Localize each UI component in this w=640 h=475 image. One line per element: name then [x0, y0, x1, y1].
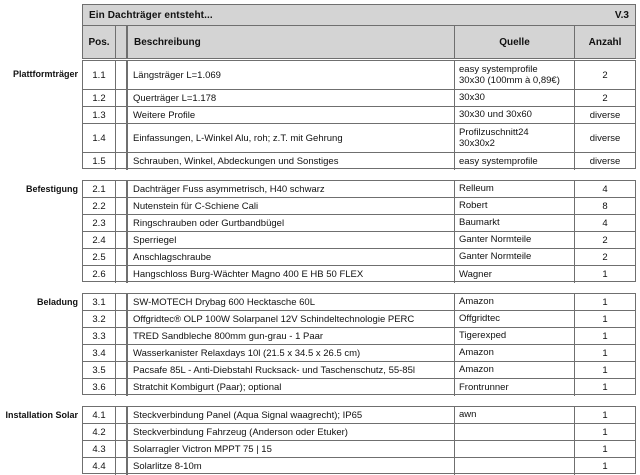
- cell-description: Hangschloss Burg-Wächter Magno 400 E HB 50 FLEX: [127, 266, 454, 283]
- table-row[interactable]: [83, 266, 635, 283]
- table-row[interactable]: [83, 328, 635, 345]
- cell-spacer: [115, 181, 127, 197]
- cell-position: 2.4: [92, 234, 106, 246]
- table-row[interactable]: [83, 294, 635, 311]
- cell-source: easy systemprofile: [454, 153, 574, 170]
- cell-spacer: [115, 124, 127, 152]
- cell-position: 3.3: [92, 330, 106, 342]
- cell-spacer: [115, 107, 127, 123]
- cell-spacer: [115, 311, 127, 327]
- cell-description: Schrauben, Winkel, Abdeckungen und Sonstiges: [127, 153, 454, 170]
- cell-quantity: 1: [574, 362, 635, 378]
- cell-description: Solarragler Victron MPPT 75 | 15: [127, 441, 454, 457]
- cell-position: 4.2: [92, 426, 106, 438]
- column-header-spacer: [115, 26, 127, 58]
- cell-position: 3.4: [92, 347, 106, 359]
- table-row[interactable]: [83, 107, 635, 124]
- cell-position: 1.1: [92, 69, 106, 81]
- cell-source: Tigerexped: [454, 328, 574, 344]
- cell-source: Ganter Normteile: [454, 249, 574, 265]
- cell-description: Dachträger Fuss asymmetrisch, H40 schwarz: [127, 181, 454, 197]
- column-header-pos: Pos.: [88, 36, 110, 48]
- cell-spacer: [115, 379, 127, 396]
- cell-spacer: [115, 249, 127, 265]
- table-row[interactable]: [83, 441, 635, 458]
- cell-source-line-1: easy systemprofile: [459, 63, 538, 75]
- cell-source: Amazon: [454, 345, 574, 361]
- cell-source: awn: [454, 407, 574, 423]
- cell-position: 2.3: [92, 217, 106, 229]
- table-row[interactable]: [83, 311, 635, 328]
- cell-description: Sperriegel: [127, 232, 454, 248]
- table-section: [82, 60, 636, 169]
- cell-quantity: 2: [574, 90, 635, 106]
- cell-description: Weitere Profile: [127, 107, 454, 123]
- cell-description: Einfassungen, L-Winkel Alu, roh; z.T. mit Gehrung: [127, 124, 454, 152]
- table-section: [82, 180, 636, 282]
- section-label: Plattformträger: [12, 69, 78, 79]
- document-version: V.3: [614, 9, 629, 21]
- cell-position: 1.3: [92, 109, 106, 121]
- cell-quantity: 4: [574, 181, 635, 197]
- table-section: [82, 406, 636, 474]
- cell-description: Pacsafe 85L - Anti-Diebstahl Rucksack- und Taschenschutz, 55-85l: [127, 362, 454, 378]
- cell-spacer: [115, 407, 127, 423]
- cell-source: Frontrunner: [454, 379, 574, 396]
- section-label: Beladung: [36, 297, 78, 307]
- cell-description: Steckverbindung Fahrzeug (Anderson oder Etuker): [127, 424, 454, 440]
- table-row[interactable]: [83, 424, 635, 441]
- cell-spacer: [115, 61, 127, 89]
- cell-source: Baumarkt: [454, 215, 574, 231]
- cell-position: 1.5: [92, 156, 106, 167]
- cell-source: [454, 124, 574, 152]
- cell-quantity: 2: [574, 232, 635, 248]
- cell-position: 1.2: [92, 92, 106, 104]
- cell-description: Steckverbindung Panel (Aqua Signal waagrecht); IP65: [127, 407, 454, 423]
- table-row[interactable]: [83, 345, 635, 362]
- cell-description: Ringschrauben oder Gurtbandbügel: [127, 215, 454, 231]
- table-row[interactable]: [83, 61, 635, 90]
- table-row[interactable]: [83, 124, 635, 153]
- table-row[interactable]: [83, 458, 635, 475]
- document-title: Ein Dachträger entsteht...: [89, 9, 213, 21]
- cell-spacer: [115, 345, 127, 361]
- cell-description: TRED Sandbleche 800mm gun-grau - 1 Paar: [127, 328, 454, 344]
- cell-position: 3.2: [92, 313, 106, 325]
- cell-position: 4.3: [92, 443, 106, 455]
- cell-description: Längsträger L=1.069: [127, 61, 454, 89]
- cell-source: Wagner: [454, 266, 574, 283]
- cell-position: 3.5: [92, 364, 106, 376]
- cell-quantity: 1: [574, 345, 635, 361]
- cell-source-line-1: Profilzuschnitt24: [459, 126, 529, 138]
- cell-source-line-2: 30x30 (100mm à 0,89€): [459, 75, 560, 86]
- table-header-row: [82, 26, 636, 59]
- cell-spacer: [115, 294, 127, 310]
- cell-position: 2.1: [92, 183, 106, 195]
- section-label: Installation Solar: [5, 410, 78, 420]
- table-row[interactable]: [83, 198, 635, 215]
- cell-quantity: 1: [574, 294, 635, 310]
- cell-spacer: [115, 90, 127, 106]
- cell-quantity: 1: [574, 328, 635, 344]
- cell-quantity: 1: [574, 441, 635, 457]
- cell-source: Relleum: [454, 181, 574, 197]
- column-header-source: Quelle: [454, 26, 574, 58]
- cell-spacer: [115, 232, 127, 248]
- cell-quantity: 1: [574, 424, 635, 440]
- cell-description: Nutenstein für C-Schiene Cali: [127, 198, 454, 214]
- cell-source: Robert: [454, 198, 574, 214]
- cell-quantity: 8: [574, 198, 635, 214]
- column-header-quantity: Anzahl: [574, 26, 635, 58]
- cell-source: [454, 458, 574, 475]
- cell-source: 30x30 und 30x60: [454, 107, 574, 123]
- cell-source: [454, 441, 574, 457]
- table-section: [82, 293, 636, 395]
- section-label: Befestigung: [25, 184, 78, 194]
- cell-position: 2.2: [92, 200, 106, 212]
- document-title-bar: [82, 4, 636, 26]
- table-row[interactable]: [83, 249, 635, 266]
- cell-quantity: 2: [574, 61, 635, 89]
- cell-spacer: [115, 458, 127, 475]
- cell-quantity: 2: [574, 249, 635, 265]
- column-header-description: Beschreibung: [127, 26, 454, 58]
- cell-spacer: [115, 198, 127, 214]
- cell-spacer: [115, 328, 127, 344]
- cell-spacer: [115, 266, 127, 283]
- cell-spacer: [115, 424, 127, 440]
- cell-position: 2.5: [92, 251, 106, 263]
- cell-spacer: [115, 441, 127, 457]
- table-row[interactable]: [83, 181, 635, 198]
- table-row[interactable]: [83, 362, 635, 379]
- cell-quantity: 1: [574, 379, 635, 396]
- cell-source: 30x30: [454, 90, 574, 106]
- cell-position: 1.4: [92, 132, 106, 144]
- cell-source: Amazon: [454, 294, 574, 310]
- table-row[interactable]: [83, 215, 635, 232]
- cell-description: Querträger L=1.178: [127, 90, 454, 106]
- cell-position: 2.6: [92, 269, 106, 280]
- cell-quantity: diverse: [574, 107, 635, 123]
- cell-quantity: diverse: [574, 153, 635, 170]
- cell-description: SW-MOTECH Drybag 600 Hecktasche 60L: [127, 294, 454, 310]
- cell-source: [454, 424, 574, 440]
- table-row[interactable]: [83, 379, 635, 396]
- cell-source: [454, 61, 574, 89]
- cell-position: 4.1: [92, 409, 106, 421]
- cell-spacer: [115, 153, 127, 170]
- cell-quantity: 1: [574, 266, 635, 283]
- cell-source-line-2: 30x30x2: [459, 138, 495, 149]
- cell-spacer: [115, 215, 127, 231]
- cell-description: Stratchit Kombigurt (Paar); optional: [127, 379, 454, 396]
- cell-quantity: 1: [574, 407, 635, 423]
- cell-quantity: diverse: [574, 124, 635, 152]
- cell-description: Anschlagschraube: [127, 249, 454, 265]
- cell-quantity: 1: [574, 311, 635, 327]
- cell-position: 4.4: [92, 461, 106, 472]
- cell-source: Amazon: [454, 362, 574, 378]
- cell-source: Ganter Normteile: [454, 232, 574, 248]
- cell-description: Wasserkanister Relaxdays 10l (21.5 x 34.5 x 26.5 cm): [127, 345, 454, 361]
- cell-position: 3.6: [92, 382, 106, 393]
- cell-description: Solarlitze 8-10m: [127, 458, 454, 475]
- table-row[interactable]: [83, 407, 635, 424]
- table-row[interactable]: [83, 232, 635, 249]
- table-row[interactable]: [83, 90, 635, 107]
- cell-spacer: [115, 362, 127, 378]
- table-row[interactable]: [83, 153, 635, 170]
- cell-quantity: 4: [574, 215, 635, 231]
- cell-description: Offgridtec® OLP 100W Solarpanel 12V Schindeltechnologie PERC: [127, 311, 454, 327]
- cell-source: Offgridtec: [454, 311, 574, 327]
- cell-position: 3.1: [92, 296, 106, 308]
- cell-quantity: 1: [574, 458, 635, 475]
